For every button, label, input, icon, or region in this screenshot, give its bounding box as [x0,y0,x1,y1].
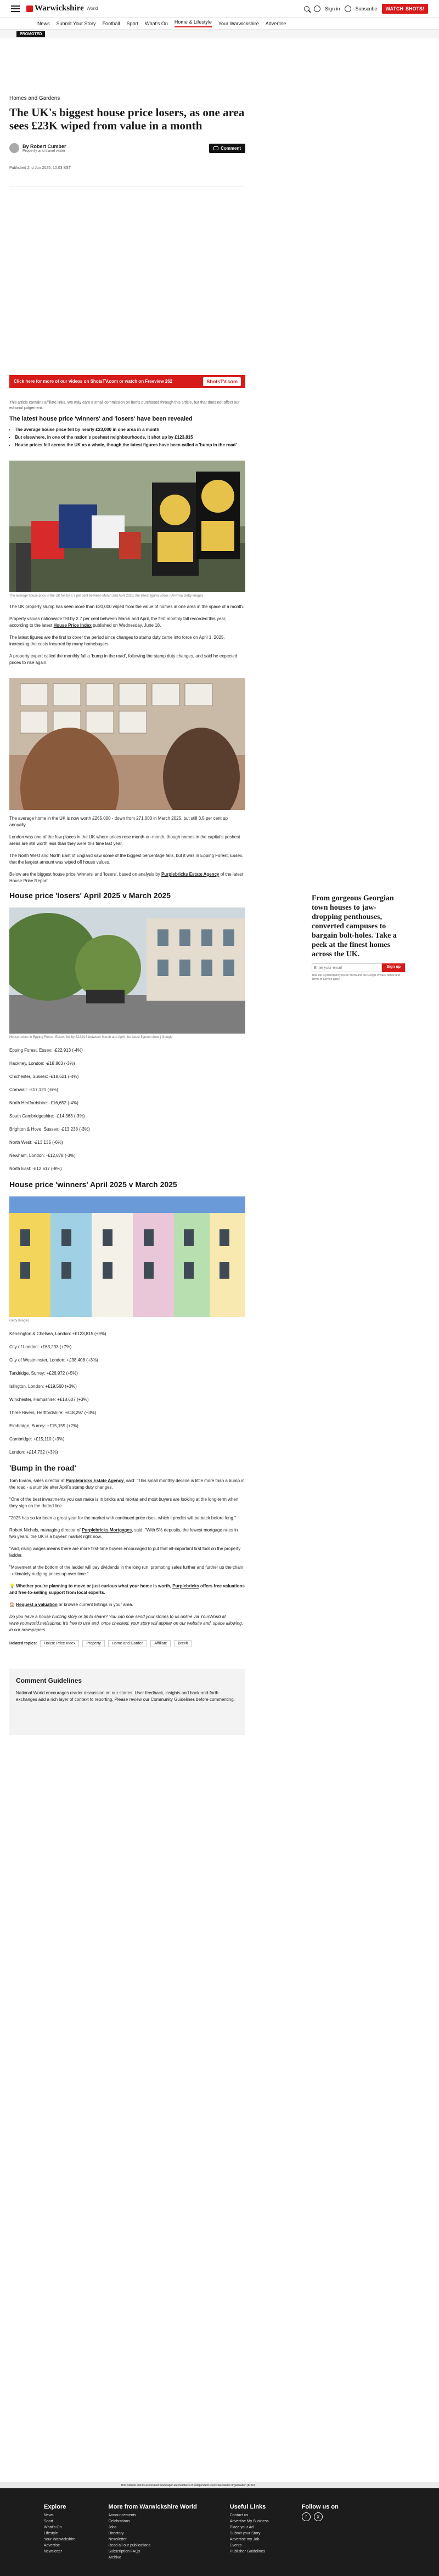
footer-link[interactable]: Announcements [108,2513,137,2517]
footer-link[interactable]: Advertise my Job [229,2538,260,2541]
paragraph: The latest figures are the first to cover the period since changes to stamp duty came into force on April 1, 2025, increasing the costs incurred by many homebuyers. [9,635,225,646]
bump-heading: 'Bump in the road' [9,1463,76,1472]
paragraph: The average home in the UK is now worth £265,000 - down from 271,000 in March 2025, but still 3.5 per cent up annually. [9,816,228,827]
summary-heading: The latest house price 'winners' and 'losers' have been revealed [9,416,193,422]
summary-bullet: • But elsewhere, in one of the nation's poshest neighbourhoods, it shot up by £123,815 [15,434,245,441]
paragraph: "2025 has so far been a great year for the market with continued price rises, which I predict will be back before long." [9,1516,237,1520]
site-logo[interactable]: Warwickshire World [26,4,98,13]
story-prompt: Do you have a house hunting story or tip to share? You can now send your stories to us online via YourWorld at www.yourworld.net/submit. It's free to use and, once checked, your story will appear on our website and, space allowing, in our newspapers. [9,1614,243,1632]
related-topics: Related topics: House Price Index Property Home and Garden Affiliate Brexit [9,1640,245,1647]
list-item: Elmbridge, Surrey: +£15,159 (+2%) [9,1423,78,1428]
paragraph: 💡 Whether you're planning to move or just curious what your home is worth, Purplebricks offers free valuations and free-to-selling support from local experts. [9,1584,245,1595]
shots-tv-banner[interactable]: Click here for more of our videos on ShotsTV.com or watch on Freeview 262 ShotsTV.com [9,375,245,388]
footer-link[interactable]: Contact us [229,2513,249,2517]
paragraph: 🏠 Request a valuation or browse current listings in your area. [9,1602,133,1607]
author-name[interactable]: By Robert Cumber [22,143,66,149]
footer-link[interactable]: News [44,2513,54,2517]
photo-caption: Getty Images [9,1319,29,1323]
lightbulb-icon: 💡 [9,1584,15,1588]
footer-link[interactable]: Newsletter [108,2538,127,2541]
section-label[interactable]: Homes and Gardens [9,95,60,101]
request-valuation-link[interactable]: Request a valuation [16,1602,58,1607]
summary-bullets [9,427,245,449]
footer-link[interactable]: Advertise [44,2544,60,2547]
list-item: North Hertfordshire: -£16,652 (-4%) [9,1100,78,1105]
summary-bullet: • House prices fell across the UK as a whole, though the latest figures have been called a 'bump in the road' [15,442,245,449]
account-icon[interactable] [314,5,320,12]
menu-icon[interactable] [11,5,20,12]
photo-caption: The average house price in the UK fell by 2.7 per cent between March and April 2025, the latest figures show. | AFP via Getty Images [9,594,204,598]
topic-tag[interactable]: Property [82,1640,104,1647]
purplebricks-cta-link[interactable]: Purplebricks [172,1584,199,1588]
footer-link[interactable]: Subscription FAQs [108,2550,140,2554]
nav-item-football[interactable]: Football [102,20,120,26]
list-item: Tandridge, Surrey: +£26,972 (+5%) [9,1371,78,1376]
video-player-area[interactable] [9,186,245,373]
subscribe-icon[interactable] [345,5,351,12]
subscribe-link[interactable]: Subscribe [355,5,378,12]
footer-link[interactable]: Submit your Story [229,2532,261,2535]
footer-link[interactable]: Advertise My Business [229,2520,269,2523]
list-item: Islington, London: +£19,560 (+3%) [9,1384,77,1389]
footer-link[interactable]: Archive [108,2556,121,2560]
promoted-badge[interactable]: PROMOTED [16,31,45,37]
paragraph: "And, rising wages means there are more first-time buyers encouraged to put that all-important first foot on the property ladder. [9,1546,241,1558]
facebook-icon[interactable]: f [302,2512,311,2521]
list-item: Cambridge: +£15,110 (+3%) [9,1437,65,1442]
footer-link[interactable]: Place your Ad [229,2526,254,2529]
list-item: London: +£14,732 (+3%) [9,1450,58,1455]
purplebricks-estate-link[interactable]: Purplebricks Estate Agency [65,1478,124,1483]
newsletter-email-input[interactable] [312,963,382,972]
footer-link[interactable]: Newsletter [44,2550,63,2554]
brand-mark-icon [26,5,33,12]
paragraph: Below are the biggest house price 'winners' and 'losers', based on analysis by Purplebricks Estate Agency of the latest House Price Report. [9,872,244,883]
winners-heading: House price 'winners' April 2025 v March 2025 [9,1180,177,1189]
losers-list [9,1048,245,1171]
photo-for-sale-signs [9,461,245,592]
nav-item-submit-story[interactable]: Submit Your Story [56,20,96,26]
photo-caption: House prices in Epping Forest, Essex, fell by £22,913 between March and April, the latest figures show | Google [9,1036,173,1039]
house-price-index-link[interactable]: House Price Index [53,623,92,628]
footer-link[interactable]: Your Warwickshire [44,2538,76,2541]
list-item: South Cambridgeshire: -£14,363 (-3%) [9,1114,85,1119]
footer-link[interactable]: Jobs [108,2526,117,2529]
terraced-houses-image [9,1196,245,1317]
nav-item-advertise[interactable]: Advertise [265,20,286,26]
street-scene-image [9,907,245,1034]
topic-tag[interactable]: Brexit [174,1640,192,1647]
paragraph: London was one of the few places in the UK where prices rose month-on-month, though homes in the capital's poshest areas are still worth less than they were this time last year. [9,835,240,846]
paragraph: The UK property slump has seen more than £20,000 wiped from the value of homes in one area in the space of a month. [9,604,244,609]
comment-bubble-icon [213,146,218,150]
paragraph: "Movement at the bottom of the ladder will pay dividends in the long run, promoting sales further and further up the chain - ultimately nudging prices up over time." [9,1565,244,1576]
paragraph: A property expert called the monthly fall a 'bump in the road', following the stamp duty changes, and said he expected prices to rise again. [9,654,238,665]
list-item: Cornwall: -£17,121 (-6%) [9,1087,58,1092]
list-item: City of London: +£63,233 (+7%) [9,1344,72,1349]
newsletter-signup-button[interactable]: Sign up [382,963,405,972]
paragraph: Property values nationwide fell by 2.7 per cent between March and April, the first monthly fall recorded this year, according to the latest House Price Index published on Wednesday, June 18. [9,616,227,628]
list-item: North East: -£12,617 (-8%) [9,1166,62,1171]
winners-list [9,1331,245,1455]
site-footer: Explore News Sport What's On Lifestyle Your Warwickshire Advertise Newsletter More from Warwickshire World Announcements Celebrations Jobs Directory Newsletter Read all our publications Subscription FAQs Archive Useful Links Contact us Advertise My Business Place your Ad Submit your Story Advertise my Job Events Publisher Guidelines Follow us on f X [0,2488,439,2576]
list-item: Brighton & Hove, Sussex: -£13,238 (-3%) [9,1127,90,1132]
newsletter-sidebar [312,894,401,981]
top-bar [0,0,439,18]
list-item: City of Westminster, London: +£38,408 (+3%) [9,1358,98,1363]
recaptcha-note: This site is protected by reCAPTCHA and the Google Privacy Notice and Terms of Service apply. [312,974,400,981]
list-item: Kensington & Chelsea, London: +£123,815 (+9%) [9,1331,106,1336]
footer-link[interactable]: Read all our publications [108,2544,151,2547]
topic-tag[interactable]: Home and Garden [108,1640,148,1647]
list-item: Hackney, London: -£18,863 (-3%) [9,1061,75,1066]
nav-item-whats-on[interactable]: What's On [145,20,168,26]
list-item: North West: -£13,135 (-6%) [9,1140,63,1145]
topic-tag[interactable]: Affiliate [150,1640,171,1647]
list-item: Winchester, Hampshire: +£18,607 (+3%) [9,1397,89,1402]
nav-item-your-warwickshire[interactable]: Your Warwickshire [218,20,259,26]
for-sale-signs-image [9,461,245,592]
x-icon[interactable]: X [314,2512,323,2521]
published-date: Published 2nd Jun 2025, 10:03 BST [9,166,71,170]
sign-in-link[interactable]: Sign in [325,5,340,12]
paragraph: "One of the best investments you can make is in bricks and mortar and most buyers are looking at the long-term when they sign on the dotted line. [9,1497,239,1508]
watch-shots-button[interactable]: WATCH SHOTS! [382,4,428,14]
newsletter-title: From gorgeous Georgian town houses to jaw-dropping penthouses, converted campuses to bargain bolt-holes. Take a peek at the finest homes across the UK. [312,894,397,958]
comment-guidelines: Comment Guidelines National World encourages reader discussion on our stories. User feedback, insights and back-and-forth exchanges add a rich layer of context to reporting. Please review our Community Guidelines before commenting. [9,1669,245,1735]
list-item: Chichester, Sussex: -£18,621 (-4%) [9,1074,79,1079]
purplebricks-link[interactable]: Purplebricks Estate Agency [161,872,219,877]
estate-agent-window-image [9,678,245,810]
list-item: Newham, London: -£12,878 (-3%) [9,1153,76,1158]
losers-heading: House price 'losers' April 2025 v March 2025 [9,891,171,900]
promo-strip [0,30,439,38]
author-avatar [9,143,19,153]
paragraph: The North West and North East of England saw some of the biggest percentage falls, but it was in Epping Forest, Essex, that the largest amount was wiped off house values. [9,853,244,865]
footer-link[interactable]: Lifestyle [44,2532,58,2535]
footer-link[interactable]: Publisher Guidelines [229,2550,266,2554]
paragraph: Tom Evans, sales director at Purplebricks Estate Agency, said: "This small monthly decline is little more than a bump in the road - a stumble after April's stamp duty changes. [9,1478,245,1490]
paragraph: Robert Nichols, managing director of Purplebricks Mortgages, said: "With 5% deposits, the lowest mortgage rates in two years, the UK is a buyers' market right now. [9,1528,238,1539]
article-body [9,38,245,1735]
house-icon: 🏠 [9,1602,15,1607]
article-title: The UK's biggest house price losers, as one area sees £23K wiped from value in a month [9,106,245,132]
footer-link[interactable]: What's On [44,2526,62,2529]
photo-epping-street [9,907,245,1034]
footer-link[interactable]: Events [229,2544,242,2547]
nav-item-news[interactable]: News [37,20,50,26]
photo-estate-agent-window [9,678,245,810]
ipso-strip: This website and its associated newspaper are members of Independent Press Standards Organisation (IPSO) [0,2482,439,2488]
author-role: Property and travel writer [22,149,66,153]
comment-button[interactable]: Comment [209,144,245,153]
footer-link[interactable]: Directory [108,2532,124,2535]
topic-tag[interactable]: House Price Index [40,1640,79,1647]
footer-link[interactable]: Sport [44,2520,53,2523]
purplebricks-mortgages-link[interactable]: Purplebricks Mortgages [82,1528,132,1533]
affiliate-disclaimer: This article contains affiliate links. We may earn a small commission on items purchased through this article, but that does not affect our editorial judgement. [9,401,240,410]
summary-bullet: • The average house price fell by nearly £23,000 in one area in a month [15,427,245,433]
photo-terraced-houses [9,1196,245,1317]
shots-tv-logo: ShotsTV.com [203,377,241,386]
footer-link[interactable]: Celebrations [108,2520,130,2523]
list-item: Three Rivers, Hertfordshire: +£18,297 (+3%) [9,1410,97,1415]
search-icon[interactable] [304,6,309,12]
list-item: Epping Forest, Essex: -£22,913 (-4%) [9,1048,83,1053]
nav-item-sport[interactable]: Sport [126,20,139,26]
nav-item-home-lifestyle[interactable]: Home & Lifestyle [175,19,212,27]
main-nav [0,18,439,30]
